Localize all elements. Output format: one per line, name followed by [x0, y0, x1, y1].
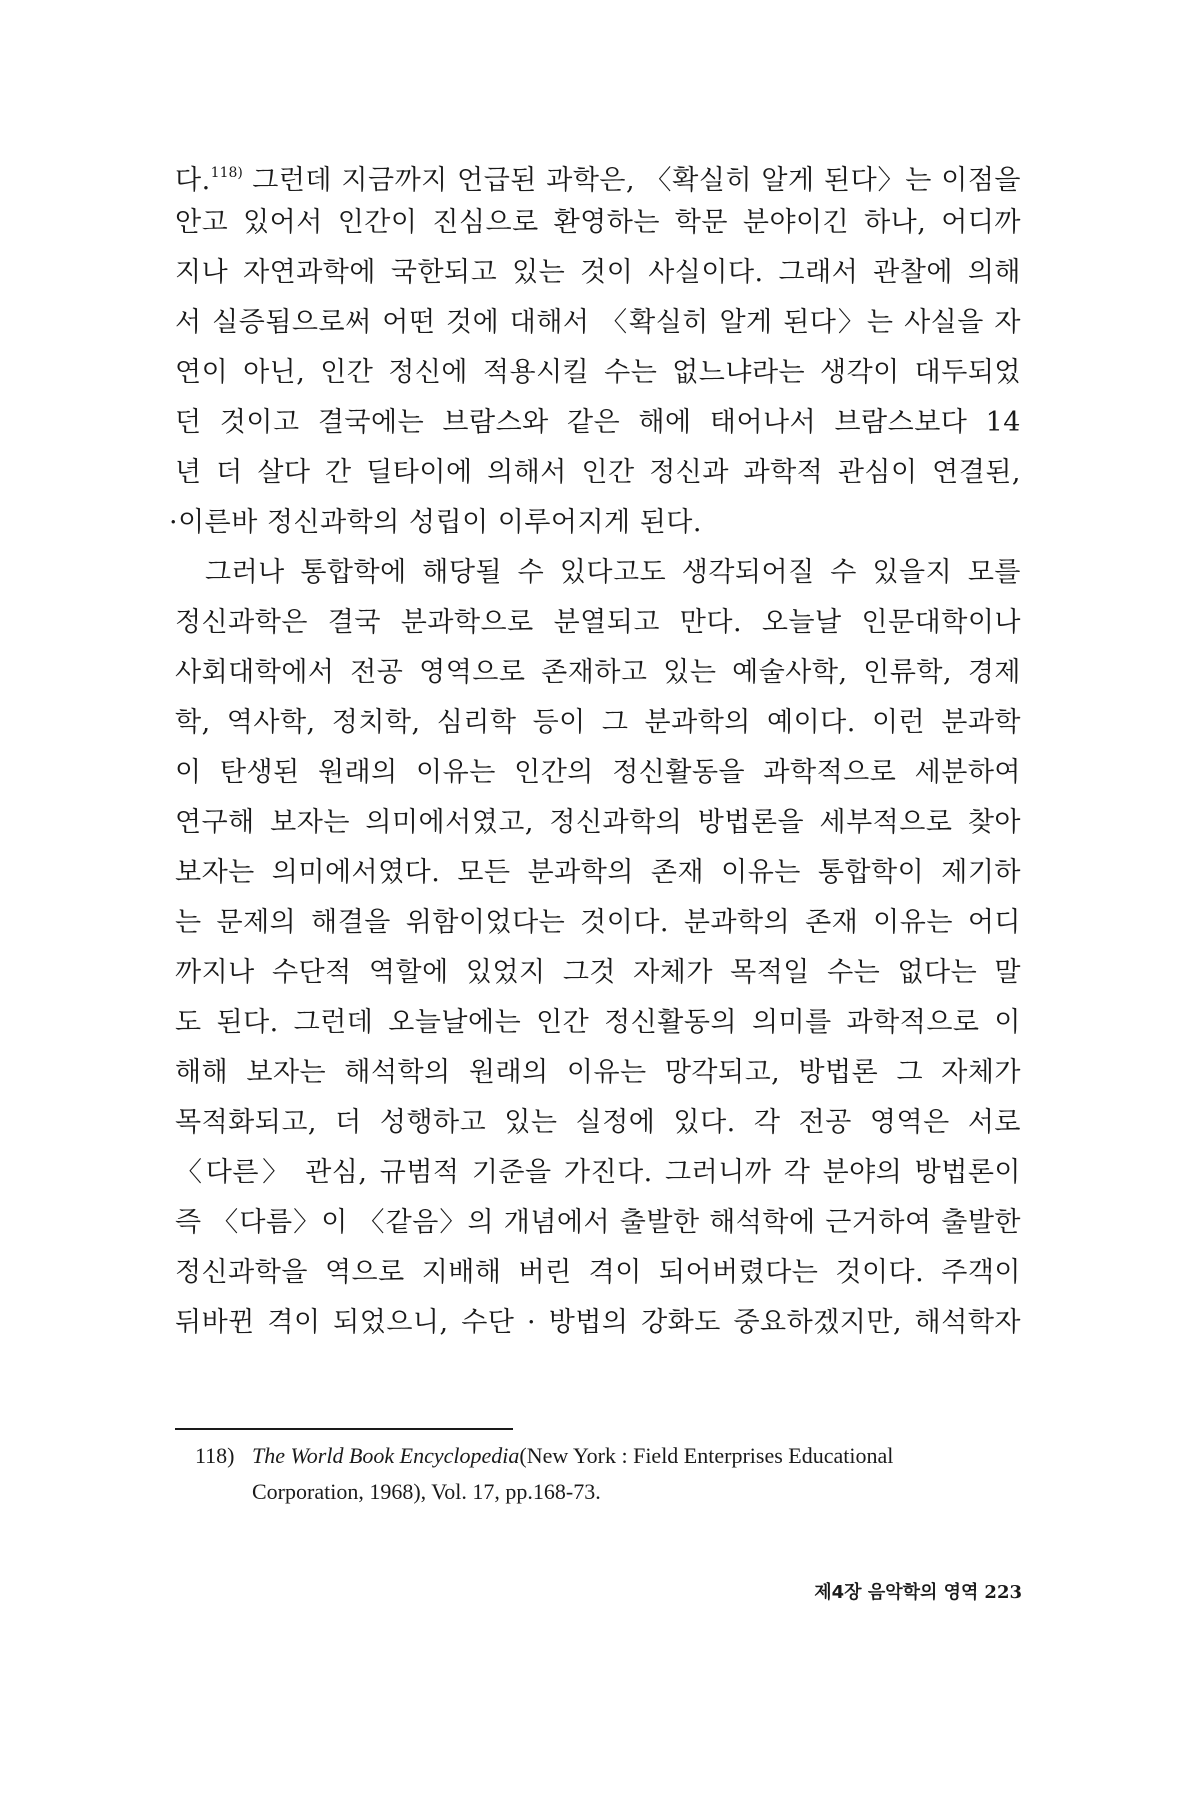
text-line: 〈다른〉 관심, 규범적 기준을 가진다. 그러니까 각 분야의 방법론이 [175, 1157, 1021, 1188]
page-footer [814, 1578, 1022, 1604]
text-fragment: 그런데 지금까지 언급된 과학은, 〈확실히 알게 된다〉는 이점을 [252, 165, 1021, 196]
footnote-marker[interactable]: 118) [210, 165, 243, 181]
text-line: 연이 아닌, 인간 정신에 적용시킬 수는 없느냐라는 생각이 대두되었 [175, 357, 1021, 388]
text-line: 안고 있어서 인간이 진심으로 환영하는 학문 분야이긴 하나, 어디까 [175, 207, 1021, 238]
chapter-title: 제4장 음악학의 영역 [814, 1582, 979, 1603]
text-line: 이 탄생된 원래의 이유는 인간의 정신활동을 과학적으로 세분하여 [175, 757, 1021, 788]
text-line: 해해 보자는 해석학의 원래의 이유는 망각되고, 방법론 그 자체가 [175, 1057, 1021, 1088]
footnote-number: 118) [195, 1443, 235, 1468]
footnote-divider [175, 1428, 513, 1430]
text-line [175, 148, 1021, 198]
footnote-line [195, 1438, 1025, 1474]
text-line: 즉 〈다름〉이 〈같음〉의 개념에서 출발한 해석학에 근거하여 출발한 [175, 1207, 1021, 1238]
text-line: 목적화되고, 더 성행하고 있는 실정에 있다. 각 전공 영역은 서로 [175, 1107, 1021, 1138]
text-line: 도 된다. 그런데 오늘날에는 인간 정신활동의 의미를 과학적으로 이 [175, 1007, 1021, 1038]
footnote [195, 1438, 1025, 1510]
text-line: 는 문제의 해결을 위함이었다는 것이다. 분과학의 존재 이유는 어디 [175, 907, 1021, 938]
text-line: 정신과학은 결국 분과학으로 분열되고 만다. 오늘날 인문대학이나 [175, 607, 1021, 638]
text-line: 연구해 보자는 의미에서였고, 정신과학의 방법론을 세부적으로 찾아 [175, 807, 1021, 838]
text-fragment: 다. [175, 165, 211, 196]
text-line: 던 것이고 결국에는 브람스와 같은 해에 태어나서 브람스보다 14 [175, 407, 1021, 438]
footnote-continuation: Corporation, 1968), Vol. 17, pp.168-73. [252, 1479, 601, 1504]
text-line: 지나 자연과학에 국한되고 있는 것이 사실이다. 그래서 관찰에 의해 [175, 257, 1021, 288]
footnote-title: The World Book Encyclopedia [252, 1443, 520, 1468]
text-line: 사회대학에서 전공 영역으로 존재하고 있는 예술사학, 인류학, 경제 [175, 657, 1021, 688]
text-line: 정신과학을 역으로 지배해 버린 격이 되어버렸다는 것이다. 주객이 [175, 1257, 1021, 1288]
body-text [169, 148, 1021, 1348]
text-line: 뒤바뀐 격이 되었으니, 수단 · 방법의 강화도 중요하겠지만, 해석학자 [175, 1307, 1021, 1338]
text-line: 서 실증됨으로써 어떤 것에 대해서 〈확실히 알게 된다〉는 사실을 자 [175, 307, 1021, 338]
page-number: 223 [984, 1582, 1022, 1603]
text-line: 년 더 살다 간 딜타이에 의해서 인간 정신과 과학적 관심이 연결된, [175, 457, 1021, 488]
text-line: 학, 역사학, 정치학, 심리학 등이 그 분과학의 예이다. 이런 분과학 [175, 707, 1021, 738]
text-line: ·이른바 정신과학의 성립이 이루어지게 된다. [169, 507, 702, 538]
paragraph-first-line: 그러나 통합학에 해당될 수 있다고도 생각되어질 수 있을지 모를 [205, 557, 1021, 588]
footnote-details: (New York : Field Enterprises Educational [519, 1443, 894, 1468]
text-line: 보자는 의미에서였다. 모든 분과학의 존재 이유는 통합학이 제기하 [175, 857, 1021, 888]
text-line: 까지나 수단적 역할에 있었지 그것 자체가 목적일 수는 없다는 말 [175, 957, 1021, 988]
